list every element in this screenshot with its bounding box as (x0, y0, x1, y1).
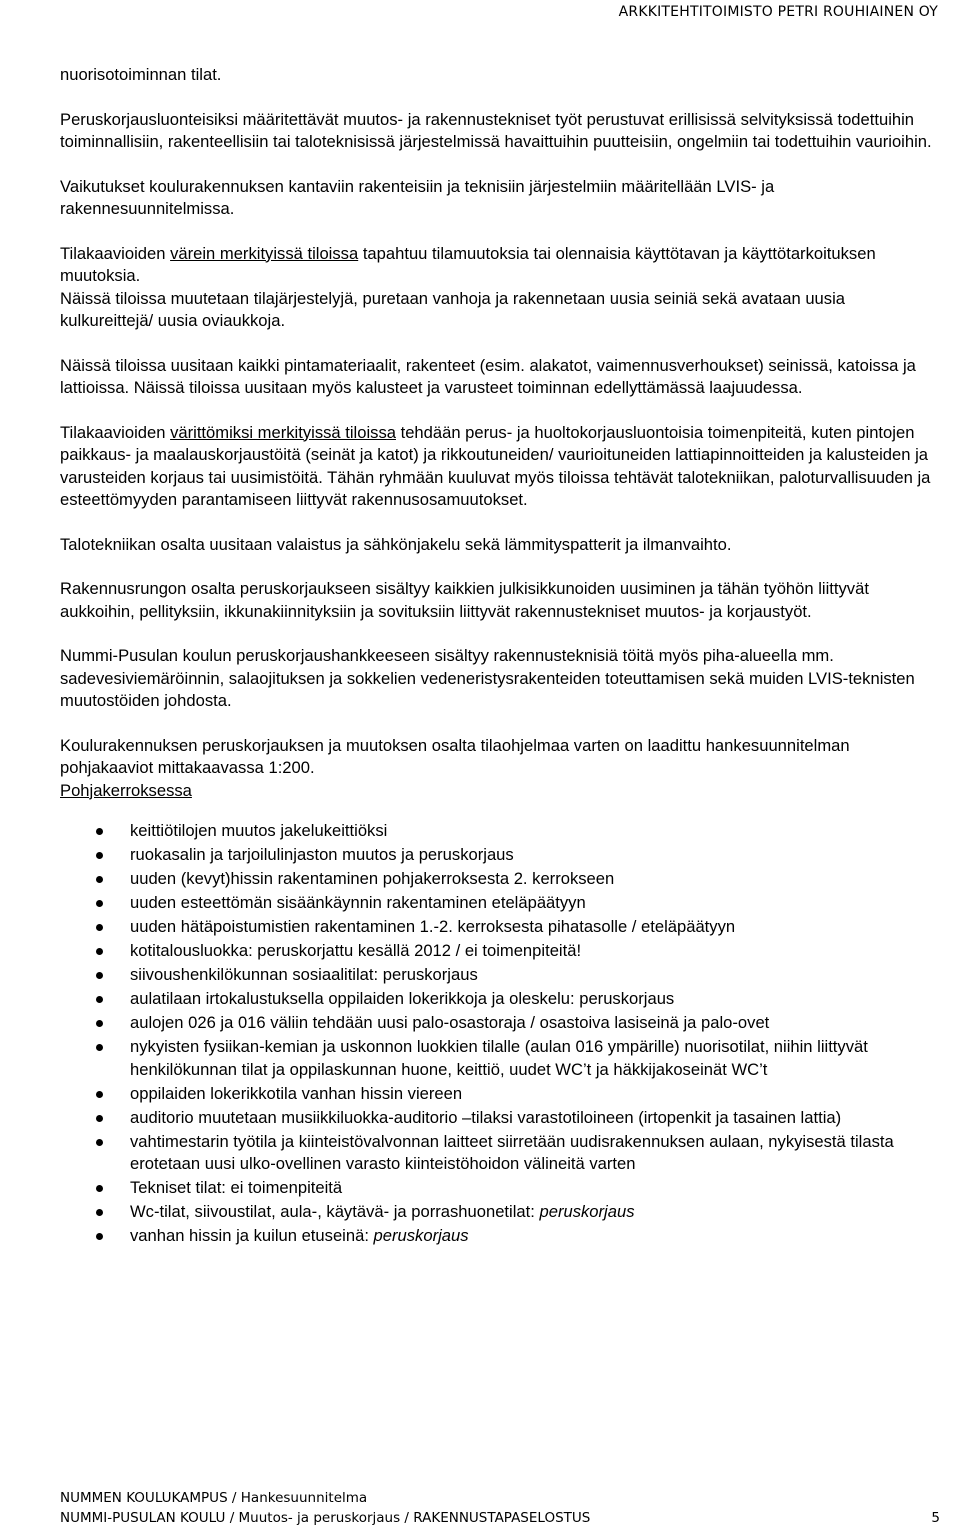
list-item (60, 940, 940, 963)
bullet-icon (96, 876, 103, 883)
text-segment: tapahtuu tilamuutoksia tai olennaisia käyttötavan ja käyttötarkoituksen muutoksia. (60, 243, 876, 285)
list-item-text: vanhan hissin ja kuilun etuseinä: (130, 1226, 374, 1245)
paragraph-continuation: nuorisotoiminnan tilat. (60, 65, 222, 84)
list-item-text: keittiötilojen muutos jakelukeittiöksi (130, 821, 388, 840)
list-item-text: Tekniset tilat: ei toimenpiteitä (130, 1178, 343, 1197)
list-item (60, 1131, 940, 1176)
bullet-icon (96, 828, 103, 835)
list-item-text: Wc-tilat, siivoustilat, aula-, käytävä- ja porrashuonetilat: (130, 1202, 540, 1221)
list-item-text: auditorio muutetaan musiikkiluokka-auditorio –tilaksi varastotiloineen (irtopenkit ja tasainen lattia) (130, 1107, 842, 1127)
list-item (60, 988, 940, 1011)
footer-document-title: NUMMI-PUSULAN KOULU / Muutos- ja peruskorjaus / RAKENNUSTAPASELOSTUS (60, 1510, 591, 1526)
list-item-text: aulatilaan irtokalustuksella oppilaiden lokerikkoja ja oleskelu: peruskorjaus (130, 989, 675, 1008)
bullet-icon (96, 1091, 103, 1098)
bullet-icon (96, 996, 103, 1003)
italic-term: peruskorjaus (539, 1202, 635, 1221)
text-segment: Tilakaavioiden (60, 422, 171, 442)
list-item (60, 844, 940, 867)
paragraph-building-services: Talotekniikan osalta uusitaan valaistus ja sähkönjakelu sekä lämmityspatterit ja ilmanvaihto. (60, 534, 732, 554)
list-item (60, 868, 940, 891)
bullet-icon (96, 924, 103, 931)
list-item (60, 1107, 940, 1130)
bullet-icon (96, 1044, 103, 1051)
paragraph-colorless-spaces (60, 422, 940, 512)
list-item-text: uuden hätäpoistumistien rakentaminen 1.-2. kerroksesta pihatasolle / eteläpäätyyn (130, 917, 736, 936)
list-item-text: kotitalousluokka: peruskorjattu kesällä 2012 / ei toimenpiteitä! (130, 941, 582, 960)
bullet-icon (96, 1139, 103, 1146)
list-item-text: vahtimestarin työtila ja kiinteistövalvonnan laitteet siirretään uudisrakennuksen aulaan, nykyisestä tilasta erotetaan uusi ulko-ovellinen varasto kiinteistöhoidon välineitä varten (130, 1131, 894, 1173)
bullet-icon (96, 1209, 103, 1216)
paragraph-floor-plans: Koulurakennuksen peruskorjauksen ja muutoksen osalta tilaohjelmaa varten on laadittu hankesuunnitelman pohjakaaviot mittakaavassa 1:200. (60, 735, 850, 777)
bullet-icon (96, 1115, 103, 1122)
section-title: Pohjakerroksessa (60, 780, 192, 800)
bullet-icon (96, 948, 103, 955)
bullet-icon (96, 972, 103, 979)
bullet-icon (96, 852, 103, 859)
underlined-term: värein merkityissä tiloissa (170, 243, 359, 263)
list-item (60, 964, 940, 987)
list-item-text: oppilaiden lokerikkotila vanhan hissin viereen (130, 1083, 463, 1103)
list-item (60, 1225, 940, 1248)
list-item (60, 1036, 940, 1081)
paragraph-yard-works: Nummi-Pusulan koulun peruskorjaushankkeeseen sisältyy rakennusteknisiä töitä myös piha-alueella mm. sadevesiviemäröinnin, salaojituksen ja sokkelien vedeneristysrakenteiden toteuttamisen sekä muiden LVIS-teknisten muutostöiden johdosta. (60, 646, 915, 710)
list-item-text: uuden esteettömän sisäänkäynnin rakentaminen eteläpäätyyn (130, 893, 586, 912)
bullet-icon (96, 1185, 103, 1192)
list-item (60, 1083, 940, 1106)
page-number: 5 (931, 1510, 940, 1526)
underlined-term: värittömiksi merkityissä tiloissa (170, 422, 396, 442)
list-item (60, 892, 940, 915)
bullet-list (60, 820, 940, 1248)
paragraph-rearrangements: Näissä tiloissa muutetaan tilajärjestelyjä, puretaan vanhoja ja rakennetaan uusia seiniä sekä avataan uusia kulkureittejä/ uusia oviaukkoja. (60, 288, 846, 330)
paragraph-impacts: Vaikutukset koulurakennuksen kantaviin rakenteisiin ja teknisiin järjestelmiin määritellään LVIS- ja rakennesuunnitelmissa. (60, 176, 775, 218)
bullet-icon (96, 900, 103, 907)
document-body (60, 64, 940, 1249)
paragraph-materials: Näissä tiloissa uusitaan kaikki pintamateriaalit, rakenteet (esim. alakatot, vaimennusverhoukset) seinissä, katoissa ja lattioissa. Näissä tiloissa uusitaan myös kalusteet ja varusteet toiminnan edellyttämässä laajuudessa. (60, 355, 916, 397)
list-item (60, 820, 940, 843)
company-header: ARKKITEHTITOIMISTO PETRI ROUHIAINEN OY (618, 4, 938, 20)
text-segment: tehdään perus- ja huoltokorjausluontoisia toimenpiteitä, kuten pintojen paikkaus- ja maalauskorjaustöitä (seinät ja katot) ja rikkoutuneiden/ vaurioituneiden lattiapinnoitteiden ja kalusteiden ja varusteiden korjaus tai uusimistöitä. Tähän ryhmään kuuluvat myös tiloissa tehtävät talotekniikan, paloturvallisuuden ja esteettömyyden parantamiseen liittyvät rakennusosamuutokset. (60, 422, 931, 509)
bullet-icon (96, 1233, 103, 1240)
bullet-icon (96, 1020, 103, 1027)
list-item (60, 916, 940, 939)
paragraph-windows: Rakennusrungon osalta peruskorjaukseen sisältyy kaikkien julkisikkunoiden uusiminen ja tähän työhön liittyvät aukkoihin, pellityksiin, ikkunakiinnityksiin ja sovituksiin liittyvät rakennustekniset muutos- ja korjaustyöt. (60, 579, 869, 621)
list-item-text: ruokasalin ja tarjoilulinjaston muutos ja peruskorjaus (130, 845, 514, 864)
paragraph-colored-spaces (60, 243, 940, 288)
list-item (60, 1201, 940, 1224)
italic-term: peruskorjaus (373, 1226, 469, 1245)
footer-project-title: NUMMEN KOULUKAMPUS / Hankesuunnitelma (60, 1490, 368, 1506)
text-segment: Tilakaavioiden (60, 243, 171, 263)
list-item-text: nykyisten fysiikan-kemian ja uskonnon luokkien tilalle (aulan 016 ympärille) nuorisotilat, niihin liittyvät henkilökunnan tilat ja oppilaskunnan huone, keittiö, uudet WC’t ja häkkijakoseinät WC’t (130, 1037, 868, 1079)
list-item-text: uuden (kevyt)hissin rakentaminen pohjakerroksesta 2. kerrokseen (130, 869, 615, 888)
list-item (60, 1012, 940, 1035)
list-item-text: aulojen 026 ja 016 väliin tehdään uusi palo-osastoraja / osastoiva lasiseinä ja palo-ovet (130, 1013, 770, 1032)
list-item (60, 1177, 940, 1200)
list-item-text: siivoushenkilökunnan sosiaalitilat: peruskorjaus (130, 965, 478, 984)
paragraph-basis: Peruskorjausluonteisiksi määritettävät muutos- ja rakennustekniset työt perustuvat erillisissä selvityksissä todettuihin toiminnallisiin, rakenteellisiin tai taloteknisissä järjestelmissä havaittuihin puutteisiin, ongelmiin tai todettuihin vaurioihin. (60, 109, 932, 151)
